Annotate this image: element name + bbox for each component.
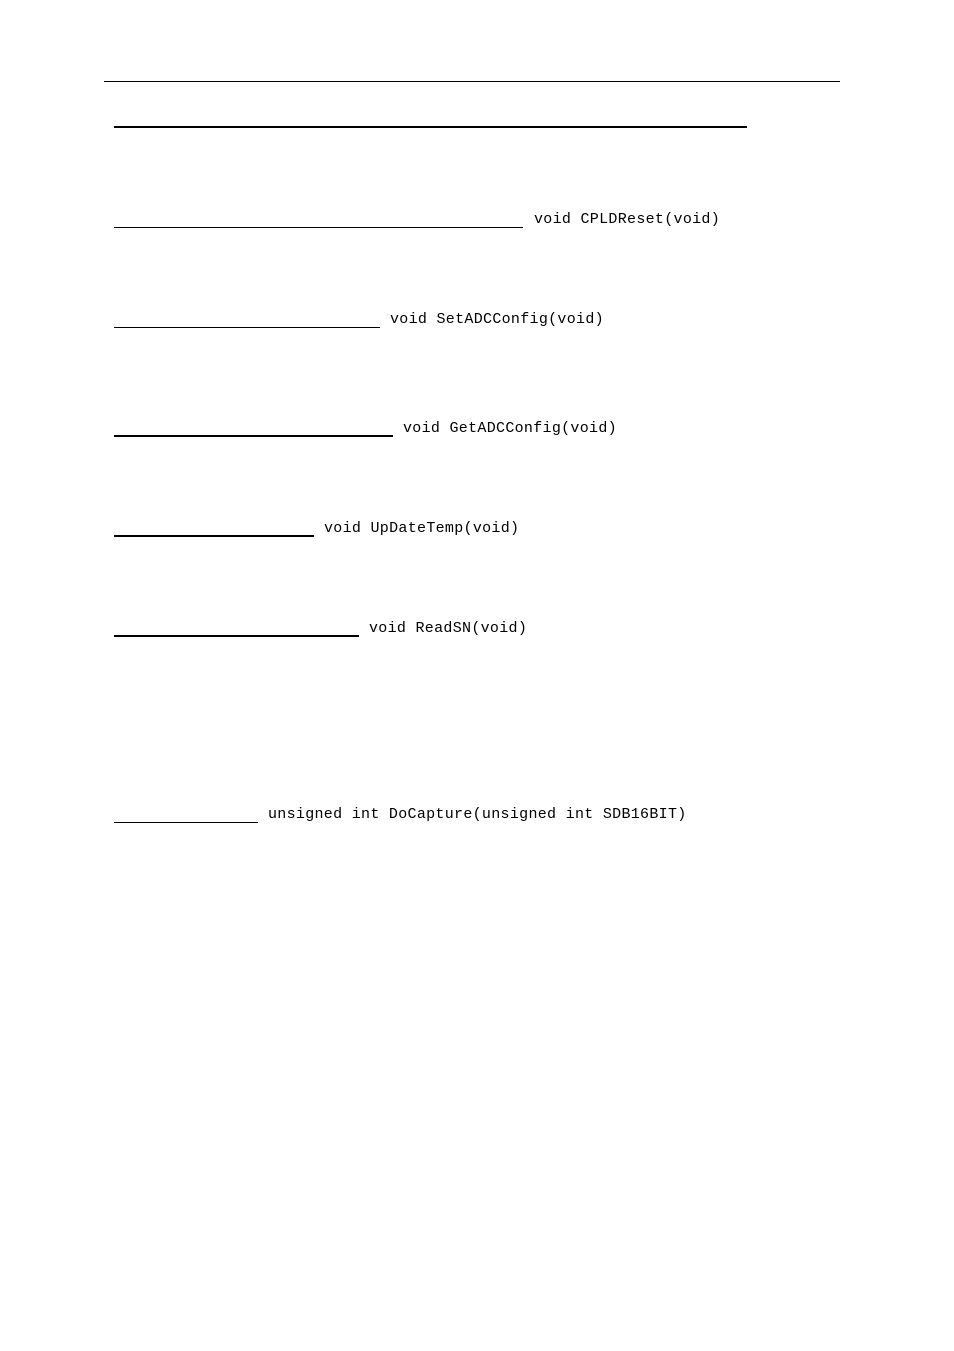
blank-underline: [114, 227, 523, 228]
blank-underline: [114, 635, 359, 637]
function-signature: void SetADCConfig(void): [390, 311, 604, 328]
function-signature: void GetADCConfig(void): [403, 420, 617, 437]
function-signature: void UpDateTemp(void): [324, 520, 520, 537]
page-header-rule: [104, 81, 840, 82]
function-signature: void CPLDReset(void): [534, 211, 721, 228]
blank-underline: [114, 822, 258, 823]
function-signature: void ReadSN(void): [369, 620, 528, 637]
blank-underline: [114, 327, 380, 328]
blank-underline: [114, 435, 393, 437]
section-title-underline: [114, 126, 747, 128]
function-signature: unsigned int DoCapture(unsigned int SDB16BIT): [268, 806, 687, 823]
blank-underline: [114, 535, 314, 537]
